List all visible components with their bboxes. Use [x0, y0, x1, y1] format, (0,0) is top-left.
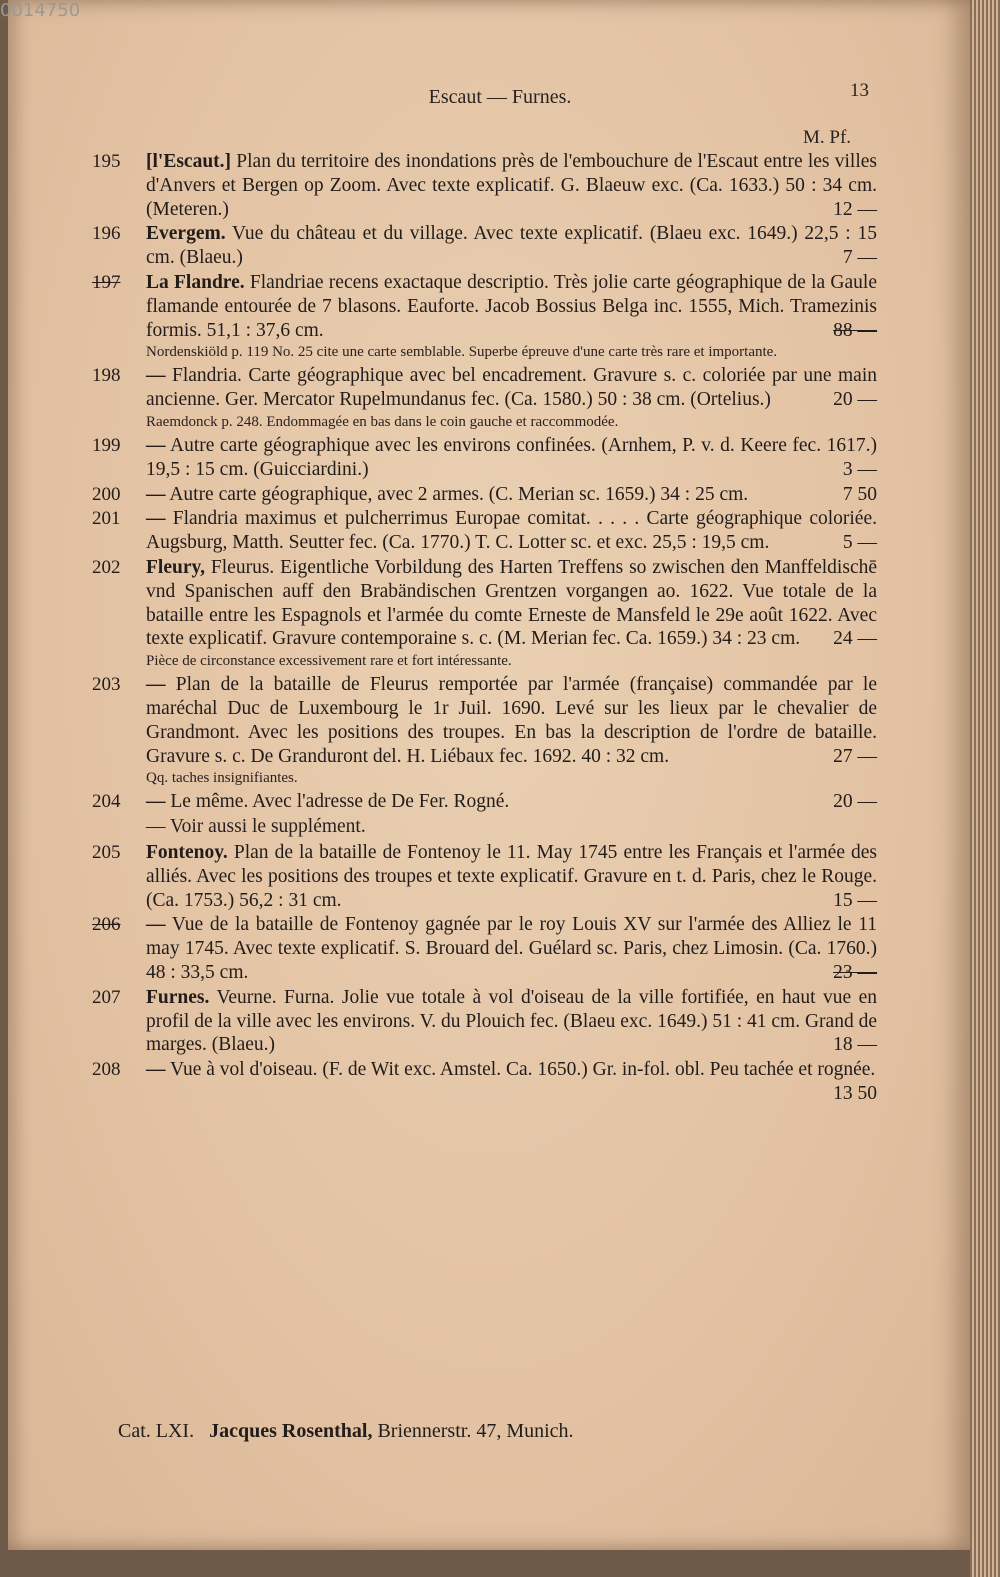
entry-price: 5 — — [842, 532, 877, 554]
entry-keyword: Furnes. — [146, 986, 210, 1008]
currency-header: M. Pf. — [803, 127, 852, 148]
entry-text: Plan de la bataille de Fontenoy le 11. May 1745 entre les Français et l'armée des alliés. Avec les positions des troupes et texte explicatif. Gravure en t. d. Paris, chez le Rouge. (Ca. 1753.) 56,2 : 31 cm. — [146, 841, 878, 911]
entry-note: Pièce de circonstance excessivement rare et fort intéressante. — [146, 653, 512, 670]
entry-number: 195 — [92, 151, 121, 172]
entry-text: Vue du château et du village. Avec texte explicatif. (Blaeu exc. 1649.) 22,5 : 15 cm. (Blaeu.) — [146, 223, 877, 269]
entry-number: 207 — [92, 986, 121, 1008]
list-item — [92, 483, 877, 507]
list-item — [92, 364, 877, 412]
entry-number: 197 — [92, 271, 121, 293]
page-footer — [118, 1420, 838, 1443]
entry-keyword: — — [146, 791, 166, 813]
list-item — [92, 222, 877, 270]
entry-price: 13 50 — [833, 1082, 877, 1104]
entry-number: 206 — [92, 914, 121, 936]
entry-text: Autre carte géographique, avec 2 armes. (C. Merian sc. 1659.) 34 : 25 cm. — [169, 483, 749, 505]
firm-name: Jacques Rosenthal, — [209, 1420, 373, 1442]
entry-keyword: Fontenoy. — [146, 841, 228, 863]
entry-number: 201 — [92, 508, 121, 530]
entry-keyword: — — [146, 365, 166, 387]
entry-price: 3 — — [842, 458, 877, 480]
entry-text: Vue de la bataille de Fontenoy gagnée par le roy Louis XV sur l'armée des Alliez le 11 may 1745. Avec texte explicatif. S. Brouard del. Guélard sc. Paris, chez Limosin. (Ca. 1760.) 48 : 33,5 cm. — [146, 914, 877, 983]
entry-number: 199 — [92, 434, 121, 456]
entry-keyword: La Flandre. — [146, 271, 245, 293]
list-item — [92, 434, 877, 482]
corner-stamp: 0014750 — [0, 0, 81, 21]
entry-number: 200 — [92, 483, 121, 505]
entry-text: Autre carte géographique avec les environs confinées. (Arnhem, P. v. d. Keere fec. 1617.) 19,5 : 15 cm. (Guicciardini.) — [146, 434, 878, 480]
entry-note: Nordenskiöld p. 119 No. 25 cite une carte semblable. Superbe épreuve d'une carte très rare et importante. — [146, 344, 778, 361]
entry-text: Le même. Avec l'adresse de De Fer. Rogné. — [170, 791, 510, 813]
entry-keyword: — — [146, 1059, 166, 1081]
running-head: Escaut — Furnes. — [428, 86, 572, 108]
catalog-entries — [92, 150, 877, 1106]
entry-price: 88 — — [833, 319, 877, 341]
entry-keyword: — — [146, 508, 166, 530]
entry-keyword: — — [146, 914, 166, 936]
entry-keyword: — — [146, 483, 166, 505]
entry-keyword: Evergem. — [146, 223, 226, 245]
list-item — [92, 913, 877, 984]
entry-note: Raemdonck p. 248. Endommagée en bas dans le coin gauche et raccommodée. — [146, 413, 619, 430]
page-edge — [970, 0, 1000, 1577]
entry-price: 7 50 — [842, 483, 877, 505]
entry-text: Flandria maximus et pulcherrimus Europae comitat. . . . . Carte géographique coloriée. Augsburg, Matth. Seutter fec. (Ca. 1770.) T. C. Lotter sc. et exc. 25,5 : 19,5 cm. — [146, 508, 877, 554]
list-item — [92, 1058, 877, 1104]
list-item — [92, 150, 877, 221]
list-item — [92, 841, 877, 912]
entry-text: Vue à vol d'oiseau. (F. de Wit exc. Amstel. Ca. 1650.) Gr. in-fol. obl. Peu tachée et rognée. — [170, 1059, 876, 1081]
entry-number: 205 — [92, 841, 121, 863]
cross-reference: — Voir aussi le supplément. — [146, 816, 366, 838]
entry-price: 23 — — [833, 961, 877, 983]
entry-price: 12 — — [833, 198, 877, 220]
entry-text: Flandria. Carte géographique avec bel encadrement. Gravure s. c. coloriée par une main ancienne. Ger. Mercator Rupelmundanus fec. (Ca. 1580.) 50 : 38 cm. (Ortelius.) — [146, 365, 878, 411]
entry-keyword: — — [146, 434, 166, 456]
entry-price: 15 — — [833, 889, 877, 911]
entry-text: Fleurus. Eigentliche Vorbildung des Harten Treffens so zwischen den Manffeldischē vnd Spanischen auff den Brabändischen Grentzen vorgangen ao. 1622. Vue totale de la bataille entre les Espagnols et l'armée du comte Erneste de Mansfeld le 29e août 1622. Avec texte explicatif. Gravure contemporaine s. c. (M. Merian fec. Ca. 1659.) 34 : 23 cm. — [146, 556, 877, 650]
list-item — [92, 556, 877, 651]
entry-number: 196 — [92, 223, 121, 245]
entry-price: 18 — — [833, 1034, 877, 1056]
entry-number: 208 — [92, 1059, 121, 1081]
entry-keyword: [l'Escaut.] — [146, 151, 232, 172]
entry-note: Qq. taches insignifiantes. — [146, 770, 298, 787]
list-item — [92, 986, 877, 1057]
entry-price: 20 — — [833, 791, 877, 813]
entry-text: Flandriae recens exactaque descriptio. Très jolie carte géographique de la Gaule flamande entourée de 7 blasons. Eauforte. Jacob Bossius Belga inc. 1555, Mich. Tramezinis formis. 51,1 : 37,6 cm. — [146, 271, 877, 341]
entry-text: Plan de la bataille de Fleurus remportée par l'armée (française) commandée par le maréchal Duc de Luxembourg le 1r Juil. 1690. Levé sur les lieux par le chevalier de Grandmont. Avec les positions des troupes. En bas la description de l'ordre de bataille. Gravure s. c. De Granduront del. H. Liébaux fec. 1692. 40 : 32 cm. — [146, 674, 877, 767]
entry-number: 198 — [92, 365, 121, 387]
list-item — [92, 673, 877, 768]
entry-text: Veurne. Furna. Jolie vue totale à vol d'oiseau de la ville fortifiée, en haut vue en profil de la ville avec les environs. V. du Plouich fec. (Blaeu exc. 1649.) 51 : 41 cm. Grand de marges. (Blaeu.) — [146, 986, 877, 1056]
entry-price: 24 — — [833, 628, 877, 650]
list-item — [92, 790, 877, 814]
entry-price: 7 — — [842, 247, 877, 269]
list-item — [92, 507, 877, 555]
entry-number: 202 — [92, 556, 121, 578]
entry-keyword: Fleury, — [146, 556, 206, 578]
entry-number: 203 — [92, 674, 121, 696]
catalog-number: Cat. LXI. — [118, 1420, 195, 1442]
entry-price: 20 — — [833, 389, 877, 411]
entry-number: 204 — [92, 791, 121, 813]
entry-text: Plan du territoire des inondations près de l'embouchure de l'Escaut entre les villes d'Anvers et Bergen op Zoom. Avec texte explicatif. G. Blaeuw exc. (Ca. 1633.) 50 : 34 cm. (Meteren.) — [146, 151, 878, 220]
page-number: 13 — [850, 80, 869, 101]
entry-keyword: — — [146, 674, 166, 696]
entry-price: 27 — — [833, 745, 877, 767]
list-item — [92, 271, 877, 342]
firm-address: Briennerstr. 47, Munich. — [377, 1420, 574, 1442]
